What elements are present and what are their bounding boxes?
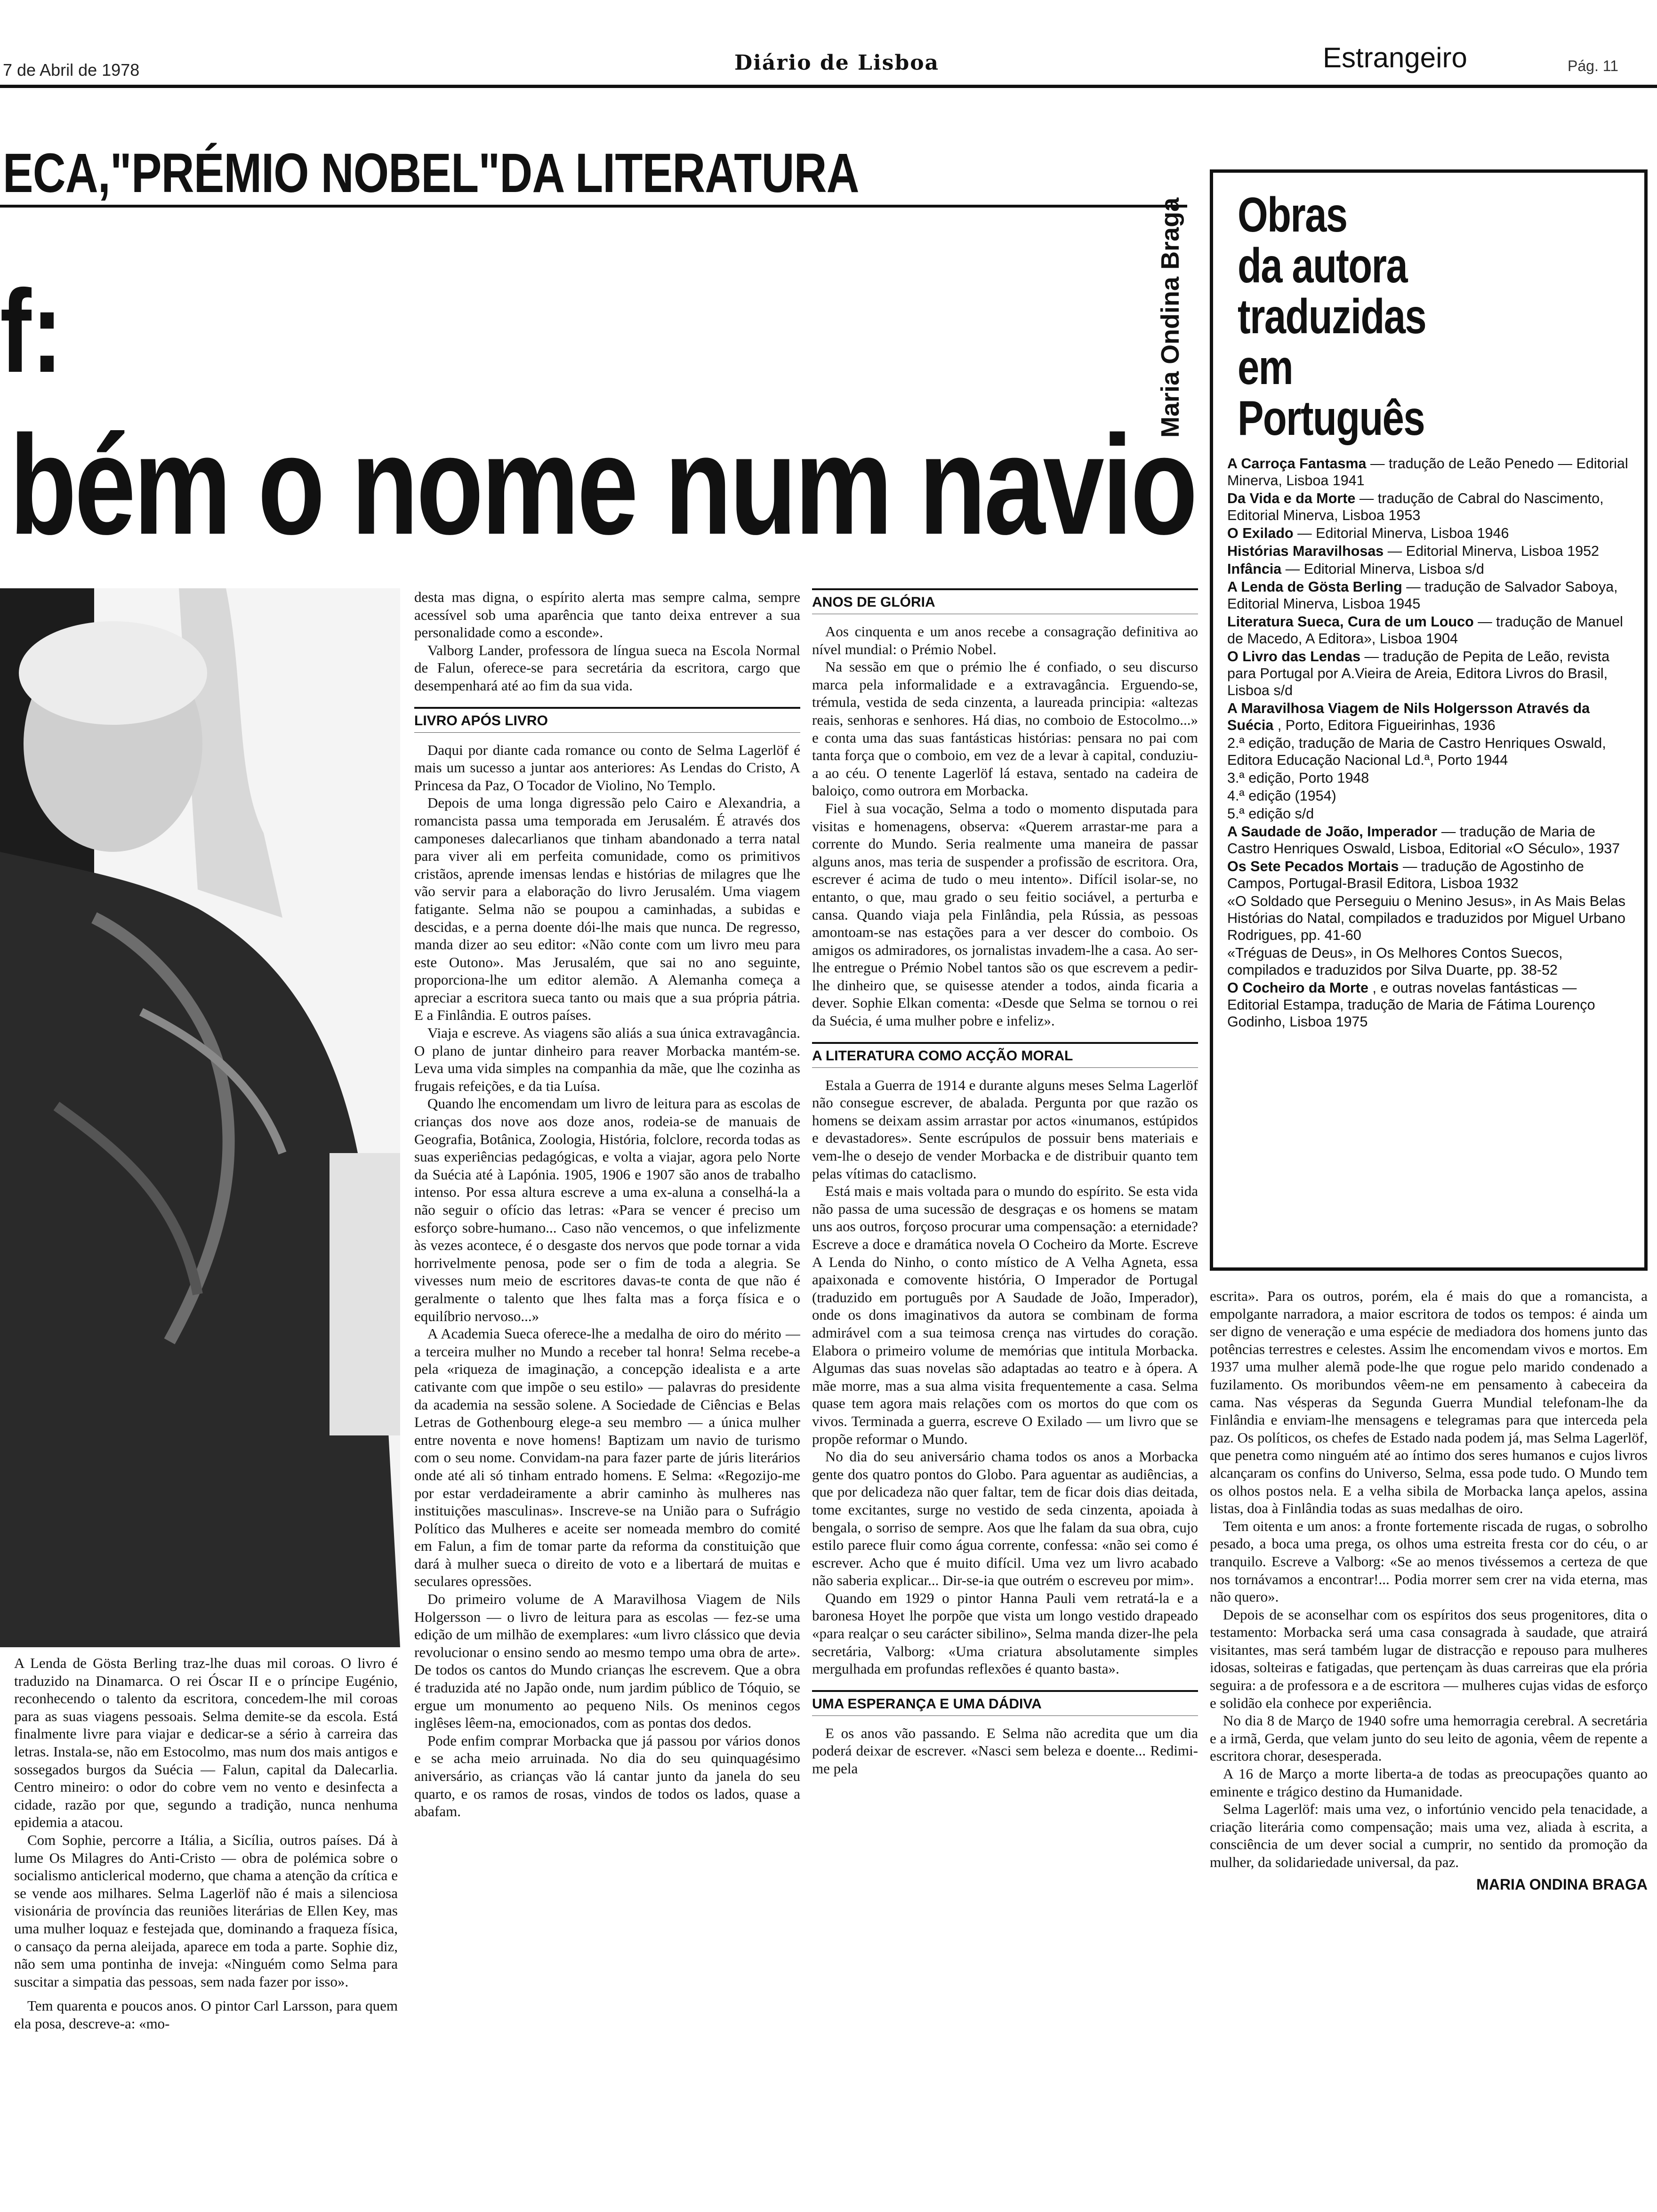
paragraph: Com Sophie, percorre a Itália, a Sicília, outros países. Dá à lume Os Milagres do Anti-Cristo — obra de polémica sobre o socialismo anticlerical moderno, que chama a atenção da crítica e se vende aos milhares. Selma Lagerlöf não é mais a silenciosa visionária de província das reuniões literárias de Ellen Key, mas uma mulher loquaz e festejada que, dominando a fraqueza física, o cansaço da perna aleijada, aparece em toda a parte. Sophie diz, não sem uma pontinha de inveja: «Ninguém como Selma para suscitar a simpatia das pessoas, sem nada fazer por isso». — [14, 1831, 398, 1990]
work-details: — tradução de Maria de Castro Henriques Oswald, Lisboa, Editorial «O Século», 1937 — [1227, 824, 1620, 857]
paragraph: A 16 de Março a morte liberta-a de todas as preocupações quanto ao eminente e trágico destino da Humanidade. — [1210, 1765, 1648, 1800]
work-entry — [1227, 561, 1630, 577]
work-title: A Saudade de João, Imperador — [1227, 824, 1438, 840]
work-details: — Editorial Minerva, Lisboa 1952 — [1387, 543, 1600, 559]
paragraph: A Lenda de Gösta Berling traz-lhe duas mil coroas. O livro é traduzido na Dinamarca. O rei Óscar II e o príncipe Eugénio, reconhecendo o talento da escritora, concedem-lhe mil coroas para as suas viagens pessoais. Selma demite-se da escola. Está finalmente livre para viajar e dedicar-se a sério à carreira das letras. Instala-se, não em Estocolmo, mas num dos mais antigos e sossegados burgos da Suécia — Falun, capital da Dalecarlia. Centro mineiro: o odor do cobre vem no vento e desinfecta a cidade, razão por que, segundo a tradição, nunca nenhuma epidemia a atacou. — [14, 1655, 398, 1831]
paragraph: desta mas digna, o espírito alerta mas sempre calma, sempre acessível sob uma aparência que tanto deixa entrever a sua personalidade como a esconde». — [414, 589, 800, 641]
section-name: Estrangeiro — [1323, 42, 1467, 73]
work-details: , Porto, Editora Figueirinhas, 1936 — [1277, 717, 1496, 733]
article-column-3 — [812, 588, 1198, 2207]
work-title: A Carroça Fantasma — [1227, 456, 1367, 472]
work-title: O Livro das Lendas — [1227, 649, 1361, 665]
work-details: «O Soldado que Perseguiu o Menino Jesus», in As Mais Belas Histórias do Natal, compilados e traduzidos por Miguel Urbano Rodrigues, pp. 41-60 — [1227, 893, 1626, 943]
work-entry — [1227, 490, 1630, 524]
newspaper-name: Diário de Lisboa — [734, 51, 940, 75]
paragraph: Depois de uma longa digressão pelo Cairo e Alexandria, a romancista passa uma temporada em Jerusalém. É através dos camponeses dalecarlianos que tinham abandonado a terra natal para viver ali em perfeita comunidade, como os primitivos cristãos, aprende imensas lendas e histórias de milagres que lhe vão servir para a elaboração do livro Jerusalém. Uma viagem fatigante. Selma não se poupou a caminhadas, a subidas e descidas, e a perna doente dói-lhe mais que nunca. De regresso, manda dizer ao seu editor: «Não conte com um livro meu para este Outono». Mas Jerusalém, que sai no ano seguinte, proporciona-lhe um editor alemão. A Alemanha começa a apreciar a escritora sueca tanto ou mais que a sua própria pátria. E a Finlândia. E outros países. — [414, 794, 800, 1024]
work-title: O Exilado — [1227, 525, 1294, 541]
work-details: 4.ª edição (1954) — [1227, 788, 1336, 804]
works-list — [1227, 455, 1630, 1030]
work-title: Infância — [1227, 561, 1282, 577]
paragraph: Aos cinquenta e um anos recebe a consagração definitiva ao nível mundial: o Prémio Nobel. — [812, 623, 1198, 657]
main-headline: bém o nome num navio — [9, 406, 1196, 564]
paragraph: No dia do seu aniversário chama todos os anos a Morbacka gente dos quatro pontos do Globo. Para aguentar as audiências, a que por delicadeza não quer faltar, tem de ficar dois dias deitada, tome excitantes, surge no vestido de seda cinzenta, apoiada à bengala, o sorriso de sempre. Aos que lhe falam da sua obra, cujo estilo parece fluir como água corrente, confessa: «não sei como é escrever. Acho que é muito difícil. Uma vez um livro acabado não saberia explicar... Dir-se-ia que outrém o escreveu por mim». — [812, 1448, 1198, 1589]
paragraph: escrita». Para os outros, porém, ela é mais do que a romancista, a empolgante narradora, a maior escritora de todos os tempos: é ainda um ser digno de veneração e uma espécie de mediadora dos homens junto das potências terrestres e celestes. Assim lhe encomendam vivos e mortos. Em 1937 uma mulher alemã pode-lhe que rogue pelo marido condenado a fuzilamento. Os moribundos vêem-ne em pensamento à cabeceira da cama. Nas vésperas da Segunda Guerra Mundial telefonam-lhe da Finlândia e enviam-lhe mensagens e telegramas para que interceda pela paz. Os políticos, os chefes de Estado nada podem já, mas Selma Lagerlöf, que penetra como ninguém até ao íntimo dos seres humanos e cujos livros alcançaram os confins do Universo, Selma, essa pode tudo. O Mundo tem os olhos postos nela. E a velha sibila de Morbacka lança apelos, assina listas, doa à Finlândia todas as suas medalhas de oiro. — [1210, 1288, 1648, 1517]
paragraph: Estala a Guerra de 1914 e durante alguns meses Selma Lagerlöf não consegue escrever, de abalada. Pergunta por que razão os homens se deixam assim arrastar por actos «inumanos, estúpidos e devastadores». Sente escrúpulos de possuir bens materiais e vem-lhe o desejo de vender Morbacka e de distribuir quanto tem pelas vítimas do cataclismo. — [812, 1076, 1198, 1182]
paragraph: Depois de se aconselhar com os espíritos dos seus progenitores, dita o testamento: Morbacka será uma casa consagrada à saudade, que atrairá visitantes, mas será também lugar de distracção e repouso para mulheres idosas, solteiras e fatigadas, que pertençam às duas carreiras que ela prória seguira: a de professora e a de escritora — mulheres cujas vidas de esforço e solidão ela conhece por experiência. — [1210, 1606, 1648, 1711]
headline-fragment: f: — [0, 265, 63, 397]
paragraph: Quando em 1929 o pintor Hanna Pauli vem retratá-la e a baronesa Hoyet lhe porpõe que vista um longo vestido drapeado «para realçar o seu carácter sibilino», Selma manda dizer-lhe pela secretária, Valborg: «Uma criatura absolutamente simples mergulhada em profundas reflexões é quanto basta». — [812, 1589, 1198, 1677]
paragraph: Pode enfim comprar Morbacka que já passou por vários donos e se acha meio arruinada. No dia do seu quinquagésimo aniversário, as crianças vão lá cantar junto da janela do seu quarto, e os ramos de rosas, vindos de todos os lados, quase a abafam. — [414, 1732, 800, 1820]
work-entry — [1227, 858, 1630, 892]
kicker-rule — [0, 205, 1187, 208]
work-details: — tradução de Manuel de Macedo, A Editora», Lisboa 1904 — [1227, 614, 1623, 647]
work-entry — [1227, 805, 1630, 822]
paragraph: Do primeiro volume de A Maravilhosa Viagem de Nils Holgersson — o livro de leitura para as escolas — fez-se uma edição de um milhão de exemplares: «um livro clássico que devia revolucionar o ensino sendo ao mesmo tempo uma obra de arte». De todos os cantos do Mundo crianças lhe escrevem. Que a obra é traduzida até no Japão onde, num jardim público de Tóquio, se ergue um monumento ao pequeno Nils. Os meninos cegos inglêses lêem-na, emocionados, com as pontas dos dedos. — [414, 1591, 800, 1731]
work-entry — [1227, 578, 1630, 612]
work-title: Literatura Sueca, Cura de um Louco — [1227, 614, 1474, 630]
work-details: — Editorial Minerva, Lisboa 1946 — [1297, 525, 1509, 541]
portrait-photo — [0, 588, 400, 1647]
work-entry — [1227, 735, 1630, 769]
paragraph: Tem quarenta e poucos anos. O pintor Carl Larsson, para quem ela posa, descreve-a: «mo- — [14, 1997, 398, 2032]
paragraph: Quando lhe encomendam um livro de leitura para as escolas de crianças dos nove aos doze anos, rodeia-se de manuais de Geografia, Botânica, Zoologia, História, folclore, recorda todas as suas experiências pedagógicas, e volta a viajar, agora pelo Norte da Suécia até à Lapónia. 1905, 1906 e 1907 são anos de trabalho intenso. Por essa altura escreve a uma ex-aluna a conselhá-la a não seguir o ofício das letras: «Para se vencer é preciso um esforço sobre-humano... Caso não vencemos, o que infelizmente às vezes acontece, é o desgaste dos nervos que pode tornar a vida horrivelmente penosa, pode ser o fim de toda a alegria. Se vivesses num meio de escritores davas-te conta de que não é geralmente o talento que lhes falta mas a força física e o equilíbrio nervoso...» — [414, 1095, 800, 1324]
work-entry — [1227, 543, 1630, 560]
paragraph: Na sessão em que o prémio lhe é confiado, o seu discurso marca pela informalidade e a extravagância. Erguendo-se, trémula, vestida de seda cinzenta, a laureada principia: «altezas reais, senhoras e senhores. Há dias, no comboio de Estocolmo...» e conta uma das suas fantásticas histórias: pensara no pai com tanta força que o comboio, em vez de a levar à capital, conduziu-a ao céu. O tenente Lagerlöf lá estava, sentado na cadeira de baloiço, como outrora em Morbacka. — [812, 658, 1198, 799]
works-sidebar — [1210, 169, 1648, 1271]
paragraph: Daqui por diante cada romance ou conto de Selma Lagerlöf é mais um sucesso a juntar aos anteriores: As Lendas do Cristo, A Princesa da Paz, O Tocador de Violino, No Templo. — [414, 741, 800, 793]
article-column-2 — [414, 588, 800, 2207]
paragraph: Tem oitenta e um anos: a fronte fortemente riscada de rugas, o sobrolho pesado, a boca uma prega, os olhos uma estreita fresta cor do céu, o ar tranquilo. Escreve a Valborg: «Se ao menos tivéssemos a certeza de que nos tornávamos a encontrar!... Podia morrer sem crer na vida eterna, mas não quero». — [1210, 1517, 1648, 1605]
work-details: — Editorial Minerva, Lisboa s/d — [1285, 561, 1484, 577]
work-entry — [1227, 787, 1630, 804]
work-entry — [1227, 700, 1630, 734]
work-entry — [1227, 769, 1630, 786]
paragraph: E os anos vão passando. E Selma não acredita que um dia poderá deixar de escrever. «Nasci sem beleza e doente... Redimi-me pela — [812, 1724, 1198, 1777]
issue-date: 7 de Abril de 1978 — [3, 60, 140, 80]
work-details: — tradução de Agostinho de Campos, Portugal-Brasil Editora, Lisboa 1932 — [1227, 858, 1584, 891]
subheading: ANOS DE GLÓRIA — [812, 588, 1198, 614]
paragraph: No dia 8 de Março de 1940 sofre uma hemorragia cerebral. A secretária e a irmã, Gerda, que velam junto do seu leito de agonia, vêem de repente a escritora chorar, desesperada. — [1210, 1712, 1648, 1764]
work-title: O Cocheiro da Morte — [1227, 980, 1368, 996]
vertical-byline: Maria Ondina Braga — [1156, 197, 1184, 438]
work-details: — tradução de Salvador Saboya, Editorial Minerva, Lisboa 1945 — [1227, 579, 1618, 612]
work-details: — tradução de Leão Penedo — Editorial Minerva, Lisboa 1941 — [1227, 456, 1628, 489]
work-entry — [1227, 648, 1630, 699]
work-details: — tradução de Cabral do Nascimento, Editorial Minerva, Lisboa 1953 — [1227, 490, 1604, 523]
subheading: A LITERATURA COMO ACÇÃO MORAL — [812, 1042, 1198, 1068]
work-details: , e outras novelas fantásticas — Editorial Estampa, tradução de Maria de Fátima Lourenço Godinho, Lisboa 1975 — [1227, 980, 1595, 1030]
work-entry — [1227, 455, 1630, 489]
paragraph: Viaja e escreve. As viagens são aliás a sua única extravagância. O plano de juntar dinheiro para reaver Morbacka mantém-se. Leva uma vida simples na companhia da mãe, que lhe cozinha as frugais refeições, e da tia Luísa. — [414, 1025, 800, 1094]
header-rule — [0, 85, 1657, 88]
work-entry — [1227, 893, 1630, 944]
paragraph: Está mais e mais voltada para o mundo do espírito. Se esta vida não passa de uma sucessão de desgraças e os homens se matam uns aos outros, forçoso procurar uma compensação: a eternidade? Escreve a doce e dramática novela O Cocheiro da Morte. Escreve A Lenda do Ninho, o conto místico de A Velha Agneta, essa apaixonada e comovente história, O Imperador de Portugal (traduzido em português por A Saudade de João, Imperador), onde os dons imaginativos da autora se combinam de forma admirável com a sua teimosa crença nas virtudes do coração. Elabora o primeiro volume de memórias que intitula Morbacka. Algumas das suas novelas são adaptadas ao teatro e à ópera. A mãe morre, mas a sua alma visita frequentemente a casa. Selma quase tem agora mais relações com os mortos do que com os vivos. Terminada a guerra, escreve O Exilado — um livro que se propõe reformar o Mundo. — [812, 1183, 1198, 1447]
sidebar-title: Obras da autora traduzidas em Português — [1238, 188, 1426, 446]
work-details: 3.ª edição, Porto 1948 — [1227, 770, 1369, 786]
work-title: A Lenda de Gösta Berling — [1227, 579, 1402, 595]
article-column-1 — [14, 1654, 398, 2205]
work-entry — [1227, 945, 1630, 978]
work-entry — [1227, 979, 1630, 1030]
work-entry — [1227, 525, 1630, 542]
paragraph: Selma Lagerlöf: mais uma vez, o infortúnio vencido pela tenacidade, a criação literária como compensação; mais uma vez, aliada à escrita, a consciência de um dever social a cumprir, no sentido da promoção da mulher, da solidariedade universal, da paz. — [1210, 1801, 1648, 1870]
work-title: Da Vida e da Morte — [1227, 490, 1356, 506]
work-entry — [1227, 823, 1630, 857]
work-title: A Maravilhosa Viagem de Nils Holgersson Através da Suécia — [1227, 700, 1590, 733]
article-column-4 — [1210, 1287, 1648, 2207]
page-header — [0, 0, 1657, 89]
work-entry — [1227, 613, 1630, 647]
work-title: Histórias Maravilhosas — [1227, 543, 1384, 559]
work-details: 5.ª edição s/d — [1227, 806, 1314, 822]
paragraph: Fiel à sua vocação, Selma a todo o momento disputada para visitas e homenagens, observa: «Querem arrastar-me para a corrente do Mundo. Seria realmente uma maneira de passar alguns anos, mas teria de suspender a profissão de escritora. Ora, escrever é acima de tudo o meu intento». Difícil isolar-se, no entanto, o que, mau grado o seu feitio sociável, a perturba e cansa. Quando viaja pela Finlândia, pela Rússia, as pessoas amontoam-se nas estações para a ver descer do comboio. Os amigos os admiradores, os jornalistas invadem-lhe a casa. Ao ser-lhe entregue o Prémio Nobel tantos são os que escrevem a pedir-lhe dinheiro que, se quisesse atender a todos, ainda ficaria a dever. Sophie Elkan comenta: «Desde que Selma se tornou o rei da Suécia, é uma mulher pobre e infeliz». — [812, 800, 1198, 1029]
kicker-headline: ECA,"PRÉMIO NOBEL"DA LITERATURA — [3, 142, 859, 204]
work-title: Os Sete Pecados Mortais — [1227, 858, 1399, 874]
work-details: — tradução de Pepita de Leão, revista para Portugal por A.Vieira de Areia, Editora Livros do Brasil, Lisboa s/d — [1227, 649, 1610, 698]
subheading: LIVRO APÓS LIVRO — [414, 707, 800, 733]
author-signature: MARIA ONDINA BRAGA — [1476, 1875, 1648, 1893]
paragraph: Valborg Lander, professora de língua sueca na Escola Normal de Falun, oferece-se para secretária da escritora, cargo que desempenhará até ao fim da sua vida. — [414, 641, 800, 694]
paragraph: A Academia Sueca oferece-lhe a medalha de oiro do mérito — a terceira mulher no Mundo a receber tal honra! Selma recebe-a pela «riqueza de imaginação, a concepção idealista e a arte cativante com que impõe o seu estilo» — palavras do presidente da academia na sessão solene. A Sociedade de Ciências e Belas Letras de Gothenbourg elege-a seu membro — a única mulher entre noventa e nove homens! Baptizam um navio de turismo com o seu nome. Convidam-na para fazer parte de júris literários onde até ali só tinham entrado homens. E Selma: «Regozijo-me por estar verdadeiramente a abrir caminho às mulheres nas instituições masculinas». Inscreve-se na União para o Sufrágio Político das Mulheres e aceite ser nomeada membro do comité em Falun, a fim de tomar parte da reforma da constituição que dará à mulher sueca o direito de voto e a libertará de muitas e seculares opressões. — [414, 1325, 800, 1590]
page-number: Pág. 11 — [1568, 57, 1618, 74]
work-details: «Tréguas de Deus», in Os Melhores Contos Suecos, compilados e traduzidos por Silva Duarte, pp. 38-52 — [1227, 945, 1563, 978]
work-details: 2.ª edição, tradução de Maria de Castro Henriques Oswald, Editora Educação Nacional Ld.ª, Porto 1944 — [1227, 735, 1606, 768]
subheading: UMA ESPERANÇA E UMA DÁDIVA — [812, 1690, 1198, 1716]
